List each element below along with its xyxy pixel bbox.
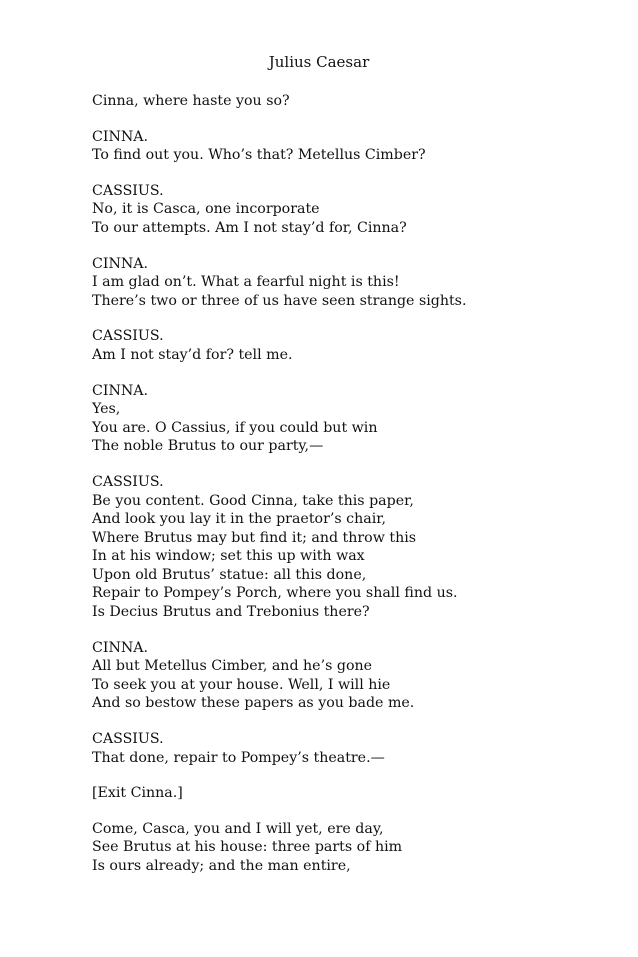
speaker-name: CASSIUS. bbox=[92, 182, 164, 199]
text-line: Cinna, where haste you so? bbox=[92, 93, 290, 109]
text-block bbox=[92, 473, 612, 622]
speaker-name: CINNA. bbox=[92, 639, 149, 656]
text-line: To find out you. Who’s that? Metellus Cimber? bbox=[92, 147, 426, 164]
running-title: Julius Caesar bbox=[268, 53, 370, 71]
text-block bbox=[92, 639, 612, 713]
speaker-name: CINNA. bbox=[92, 255, 149, 272]
play-text bbox=[92, 92, 612, 893]
speaker-name: CASSIUS. bbox=[92, 473, 164, 490]
speaker-name: CASSIUS. bbox=[92, 731, 164, 748]
text-line: And so bestow these papers as you bade me. bbox=[92, 695, 415, 712]
text-line: All but Metellus Cimber, and he’s gone bbox=[92, 658, 373, 675]
text-line: Yes, bbox=[92, 401, 121, 418]
text-block bbox=[92, 820, 612, 876]
text-line: Upon old Brutus’ statue: all this done, bbox=[92, 566, 367, 583]
text-line: Am I not stay’d for? tell me. bbox=[92, 346, 293, 363]
speaker-name: CINNA. bbox=[92, 382, 149, 399]
text-block bbox=[92, 327, 612, 364]
speaker-name: CASSIUS. bbox=[92, 328, 164, 345]
text-block bbox=[92, 128, 612, 165]
text-line: The noble Brutus to our party,— bbox=[92, 438, 324, 455]
text-line: I am glad on’t. What a fearful night is this! bbox=[92, 274, 400, 291]
text-line: No, it is Casca, one incorporate bbox=[92, 201, 320, 218]
text-line: Is Decius Brutus and Trebonius there? bbox=[92, 604, 370, 621]
text-line: To our attempts. Am I not stay’d for, Cinna? bbox=[92, 219, 407, 236]
text-line: That done, repair to Pompey’s theatre.— bbox=[92, 749, 385, 766]
text-block bbox=[92, 784, 612, 803]
text-line: You are. O Cassius, if you could but win bbox=[92, 419, 378, 436]
text-line: [Exit Cinna.] bbox=[92, 785, 183, 802]
text-line: Be you content. Good Cinna, take this paper, bbox=[92, 492, 414, 509]
text-line: Come, Casca, you and I will yet, ere day, bbox=[92, 820, 384, 837]
text-line: And look you lay it in the praetor’s chair, bbox=[92, 511, 386, 528]
text-block bbox=[92, 730, 612, 767]
speaker-name: CINNA. bbox=[92, 128, 149, 145]
text-block bbox=[92, 182, 612, 238]
text-line: To seek you at your house. Well, I will hie bbox=[92, 676, 391, 693]
text-line: See Brutus at his house: three parts of him bbox=[92, 839, 403, 856]
text-line: Is ours already; and the man entire, bbox=[92, 858, 351, 874]
text-line: There’s two or three of us have seen strange sights. bbox=[92, 292, 467, 309]
text-block bbox=[92, 382, 612, 456]
text-line: Repair to Pompey’s Porch, where you shall find us. bbox=[92, 585, 458, 602]
text-block bbox=[92, 92, 612, 111]
text-line: In at his window; set this up with wax bbox=[92, 548, 365, 565]
text-block bbox=[92, 255, 612, 311]
text-line: Where Brutus may but find it; and throw this bbox=[92, 529, 417, 546]
